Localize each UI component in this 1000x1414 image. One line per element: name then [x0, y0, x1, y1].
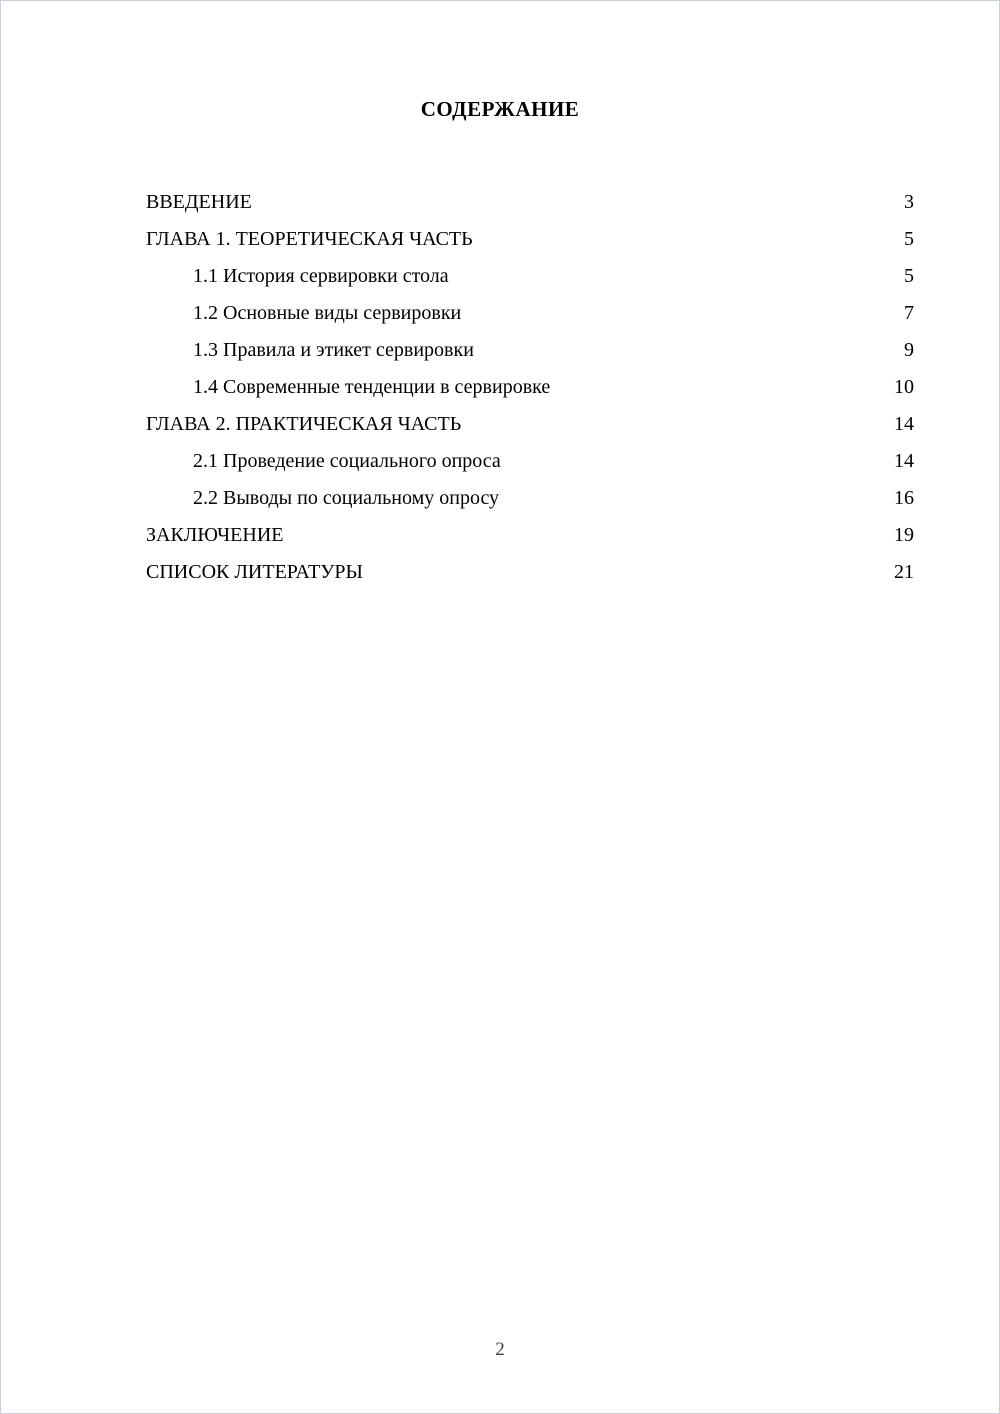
toc-entry-label: СПИСОК ЛИТЕРАТУРЫ: [146, 561, 363, 583]
toc-entry-label: ВВЕДЕНИЕ: [146, 191, 252, 213]
toc-entry-label: 2.1 Проведение социального опроса: [193, 450, 501, 472]
toc-entry-page: 10: [894, 376, 914, 398]
toc-entry-2-2: [146, 480, 914, 517]
toc-entry-glava-2: [146, 406, 914, 443]
toc-entry-1-1: [146, 258, 914, 295]
toc-entry-1-3: [146, 332, 914, 369]
toc-entry-label: 1.3 Правила и этикет сервировки: [193, 339, 474, 361]
toc-entry-label: 2.2 Выводы по социальному опросу: [193, 487, 500, 509]
toc-entry-page: 21: [894, 561, 914, 583]
toc-entry-page: 3: [904, 191, 914, 213]
toc-entry-label: ЗАКЛЮЧЕНИЕ: [146, 524, 284, 546]
toc-entry-page: 5: [904, 265, 914, 287]
table-of-contents: [1, 184, 999, 591]
toc-entry-page: 14: [894, 450, 914, 472]
page-title: СОДЕРЖАНИЕ: [420, 97, 580, 121]
toc-entry-page: 7: [904, 302, 914, 324]
toc-entry-label: 1.1 История сервировки стола: [193, 265, 449, 287]
toc-entry-vvedenie: [146, 184, 914, 221]
toc-entry-glava-1: [146, 221, 914, 258]
toc-entry-label: 1.4 Современные тенденции в сервировке: [193, 376, 551, 398]
toc-entry-1-4: [146, 369, 914, 406]
toc-entry-2-1: [146, 443, 914, 480]
toc-entry-page: 19: [894, 524, 914, 546]
toc-entry-page: 14: [894, 413, 914, 435]
toc-entry-zaklyuchenie: [146, 517, 914, 554]
toc-entry-spisok-literatury: [146, 554, 914, 591]
toc-entry-page: 9: [904, 339, 914, 361]
toc-entry-1-2: [146, 295, 914, 332]
toc-entry-page: 5: [904, 228, 914, 250]
page-number: 2: [495, 1339, 505, 1360]
toc-entry-label: ГЛАВА 1. ТЕОРЕТИЧЕСКАЯ ЧАСТЬ: [146, 228, 473, 250]
toc-entry-label: 1.2 Основные виды сервировки: [193, 302, 462, 324]
toc-entry-label: ГЛАВА 2. ПРАКТИЧЕСКАЯ ЧАСТЬ: [146, 413, 462, 435]
toc-entry-page: 16: [894, 487, 914, 509]
